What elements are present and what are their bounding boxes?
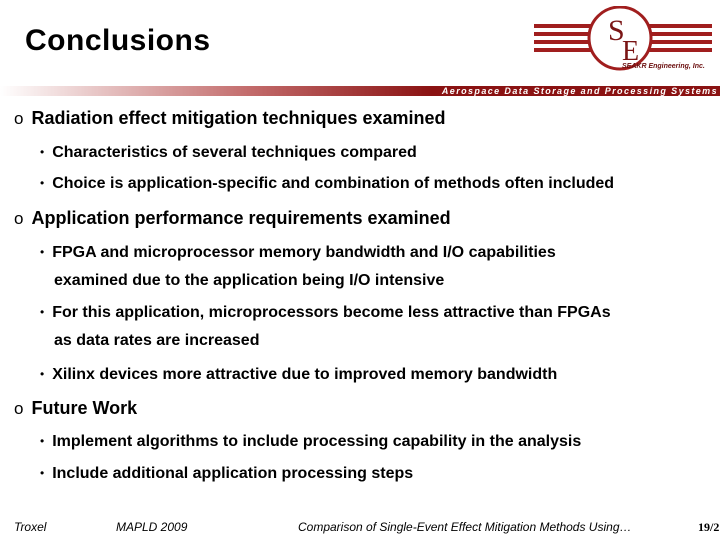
sub-bullet-2-1-continuation: examined due to the application being I/O intensive (54, 272, 445, 289)
footer-page-number: 19/2 (698, 520, 720, 534)
footer-talk-title: Comparison of Single-Event Effect Mitigation Methods Using… (298, 520, 632, 534)
bullet-1 (14, 108, 446, 129)
bullet-2-text: Application performance requirements examined (31, 208, 451, 228)
sub-bullet-3-2: • Include additional application processing steps (40, 465, 414, 482)
sub-bullet-2-1: • FPGA and microprocessor memory bandwidth and I/O capabilities (40, 244, 556, 261)
slide-title: Conclusions (25, 24, 211, 57)
bullet-3 (14, 398, 137, 419)
logo-letter-s: S (608, 14, 625, 47)
bullet-marker: o (14, 209, 24, 228)
sub-bullet-text: For this application, microprocessors become less attractive than FPGAs (52, 304, 611, 321)
sub-bullet-text: FPGA and microprocessor memory bandwidth and I/O capabilities (52, 244, 556, 261)
bullet-marker: o (14, 109, 24, 128)
sub-bullet-1-2: • Choice is application-specific and combination of methods often included (40, 175, 615, 192)
sub-bullet-text: Include additional application processing steps (52, 465, 414, 482)
sub-bullet-2-3: • Xilinx devices more attractive due to improved memory bandwidth (40, 366, 558, 383)
logo-caption: SEAKR Engineering, Inc. (622, 63, 705, 70)
bullet-1-text: Radiation effect mitigation techniques examined (31, 108, 446, 128)
sub-bullet-text: Implement algorithms to include processing capability in the analysis (52, 433, 582, 450)
sub-bullet-text: Choice is application-specific and combination of methods often included (52, 175, 615, 192)
sub-bullet-1-1: • Characteristics of several techniques compared (40, 144, 417, 161)
sub-bullet-2-2-continuation: as data rates are increased (54, 332, 260, 349)
sub-bullet-text: Xilinx devices more attractive due to improved memory bandwidth (52, 366, 558, 383)
bullet-3-text: Future Work (31, 398, 138, 418)
footer-conference: MAPLD 2009 (116, 520, 188, 534)
sub-bullet-2-2: • For this application, microprocessors become less attractive than FPGAs (40, 304, 611, 321)
banner-tagline: Aerospace Data Storage and Processing Systems (441, 86, 718, 96)
sub-bullet-3-1: • Implement algorithms to include processing capability in the analysis (40, 433, 582, 450)
logo-letter-e: E (622, 36, 640, 67)
sub-bullet-text: Characteristics of several techniques compared (52, 144, 417, 161)
bullet-2 (14, 208, 451, 229)
footer-author: Troxel (14, 520, 47, 534)
bullet-marker: o (14, 399, 24, 418)
